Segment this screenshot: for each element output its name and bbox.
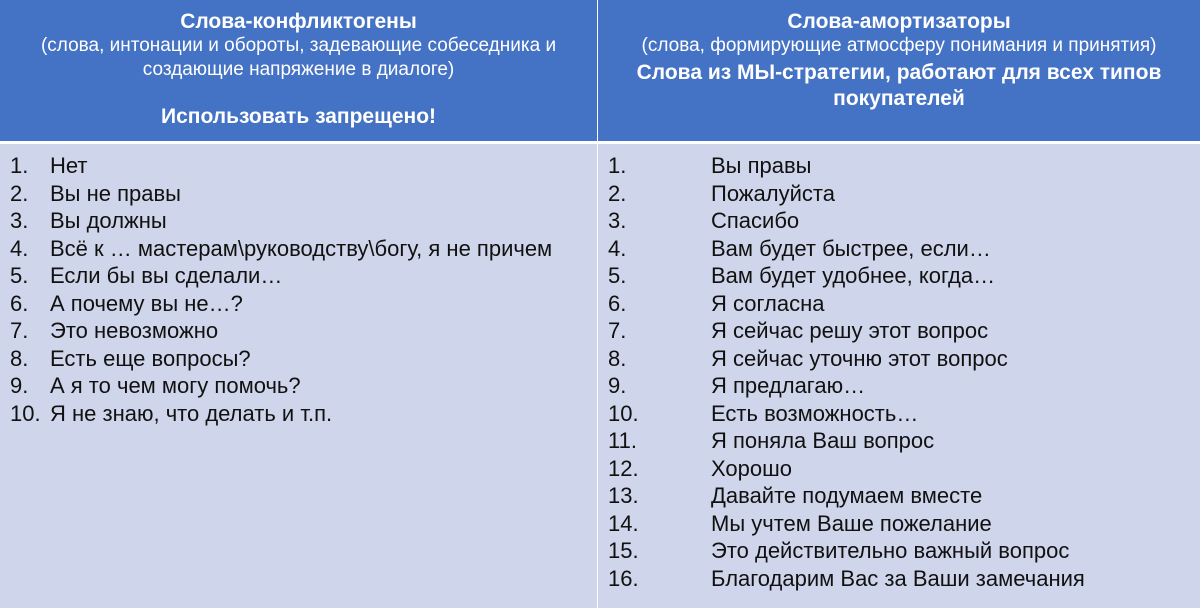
list-item (0, 290, 597, 318)
list-item-text: Я согласна (711, 290, 825, 316)
list-item (0, 372, 597, 400)
list-item-number: 5. (608, 263, 627, 288)
list-item-number: 10. (10, 400, 41, 426)
list-item (598, 345, 1200, 373)
list-item-number: 6. (608, 290, 627, 316)
conflict-words-list-cell (0, 144, 598, 608)
list-item (0, 262, 597, 290)
list-item-text: Это действительно важный вопрос (711, 538, 1070, 563)
list-item-number: 8. (608, 345, 627, 371)
list-item-text: А почему вы не…? (50, 290, 243, 316)
list-item-number: 15. (608, 538, 639, 563)
header-note: Использовать запрещено! (160, 105, 437, 128)
list-item (0, 317, 597, 345)
list-item-text: Есть возможность… (711, 400, 919, 426)
header-title: Слова-амортизаторы (787, 10, 1011, 33)
list-item-number: 14. (608, 510, 639, 536)
list-item-text: Я предлагаю… (711, 373, 866, 398)
list-item-text: Всё к … мастерам\руководству\богу, я не причем (50, 235, 553, 261)
list-item-text: Если бы вы сделали… (50, 263, 283, 288)
list-item-text: Вам будет удобнее, когда… (711, 263, 996, 288)
list-item (598, 207, 1200, 235)
list-item-number: 2. (608, 180, 627, 206)
list-item-number: 16. (608, 565, 639, 591)
list-item-number: 12. (608, 455, 639, 481)
list-item-number: 10. (608, 400, 639, 426)
list-item (598, 372, 1200, 400)
list-item-number: 11. (608, 428, 637, 453)
list-item (0, 235, 597, 263)
list-item (598, 455, 1200, 483)
list-item-number: 2. (10, 180, 29, 206)
list-item-number: 6. (10, 290, 29, 316)
list-item-text: Я сейчас решу этот вопрос (711, 318, 989, 343)
list-item (598, 565, 1200, 593)
list-item-text: Я поняла Ваш вопрос (711, 428, 935, 453)
list-item-text: Давайте подумаем вместе (711, 483, 983, 508)
softener-words-list-cell (598, 144, 1200, 608)
list-item (0, 345, 597, 373)
list-item-number: 7. (10, 318, 29, 343)
list-item-text: Спасибо (711, 208, 800, 233)
list-item-text: А я то чем могу помочь? (50, 373, 301, 398)
list-item-number: 3. (10, 208, 29, 233)
list-item (598, 290, 1200, 318)
list-item-text: Мы учтем Ваше пожелание (711, 510, 992, 536)
list-item-number: 7. (608, 318, 627, 343)
list-item (598, 400, 1200, 428)
list-item-text: Вы должны (50, 208, 167, 233)
list-item-number: 13. (608, 483, 639, 508)
list-item-text: Это невозможно (50, 318, 219, 343)
header-note: Слова из МЫ-стратегии, работают для всех типов покупателей (636, 61, 1162, 110)
list-item (598, 317, 1200, 345)
list-item (0, 400, 597, 428)
list-item-text: Вы не правы (50, 180, 181, 206)
header-conflict-words (0, 0, 598, 144)
softener-words-list (598, 152, 1200, 592)
list-item-text: Я не знаю, что делать и т.п. (50, 400, 333, 426)
list-item-number: 5. (10, 263, 29, 288)
list-item-text: Пожалуйста (711, 180, 835, 206)
list-item (598, 235, 1200, 263)
list-item-number: 4. (10, 235, 29, 261)
header-softener-words (598, 0, 1200, 144)
list-item-text: Нет (50, 153, 88, 178)
list-item (598, 180, 1200, 208)
list-item (598, 482, 1200, 510)
list-item-number: 4. (608, 235, 627, 261)
list-item (0, 180, 597, 208)
list-item-text: Вам будет быстрее, если… (711, 235, 991, 261)
list-item (598, 152, 1200, 180)
list-item (598, 537, 1200, 565)
list-item-number: 8. (10, 345, 29, 371)
list-item (598, 510, 1200, 538)
list-item-number: 9. (608, 373, 627, 398)
list-item (0, 152, 597, 180)
list-item-text: Я сейчас уточню этот вопрос (711, 345, 1008, 371)
list-item-text: Благодарим Вас за Ваши замечания (711, 565, 1085, 591)
list-item-text: Есть еще вопросы? (50, 345, 251, 371)
header-title: Слова-конфликтогены (180, 10, 417, 33)
header-subtitle: (слова, интонации и обороты, задевающие собеседника и создающие напряжение в диалоге) (40, 35, 557, 80)
list-item (0, 207, 597, 235)
list-item-number: 1. (608, 153, 627, 178)
list-item-number: 9. (10, 373, 29, 398)
list-item-text: Хорошо (711, 455, 793, 481)
header-subtitle: (слова, формирующие атмосферу понимания и принятия) (641, 35, 1157, 56)
list-item-number: 3. (608, 208, 627, 233)
list-item-text: Вы правы (711, 153, 812, 178)
list-item (598, 427, 1200, 455)
list-item (598, 262, 1200, 290)
conflict-words-list (0, 152, 597, 427)
list-item-number: 1. (10, 153, 29, 178)
